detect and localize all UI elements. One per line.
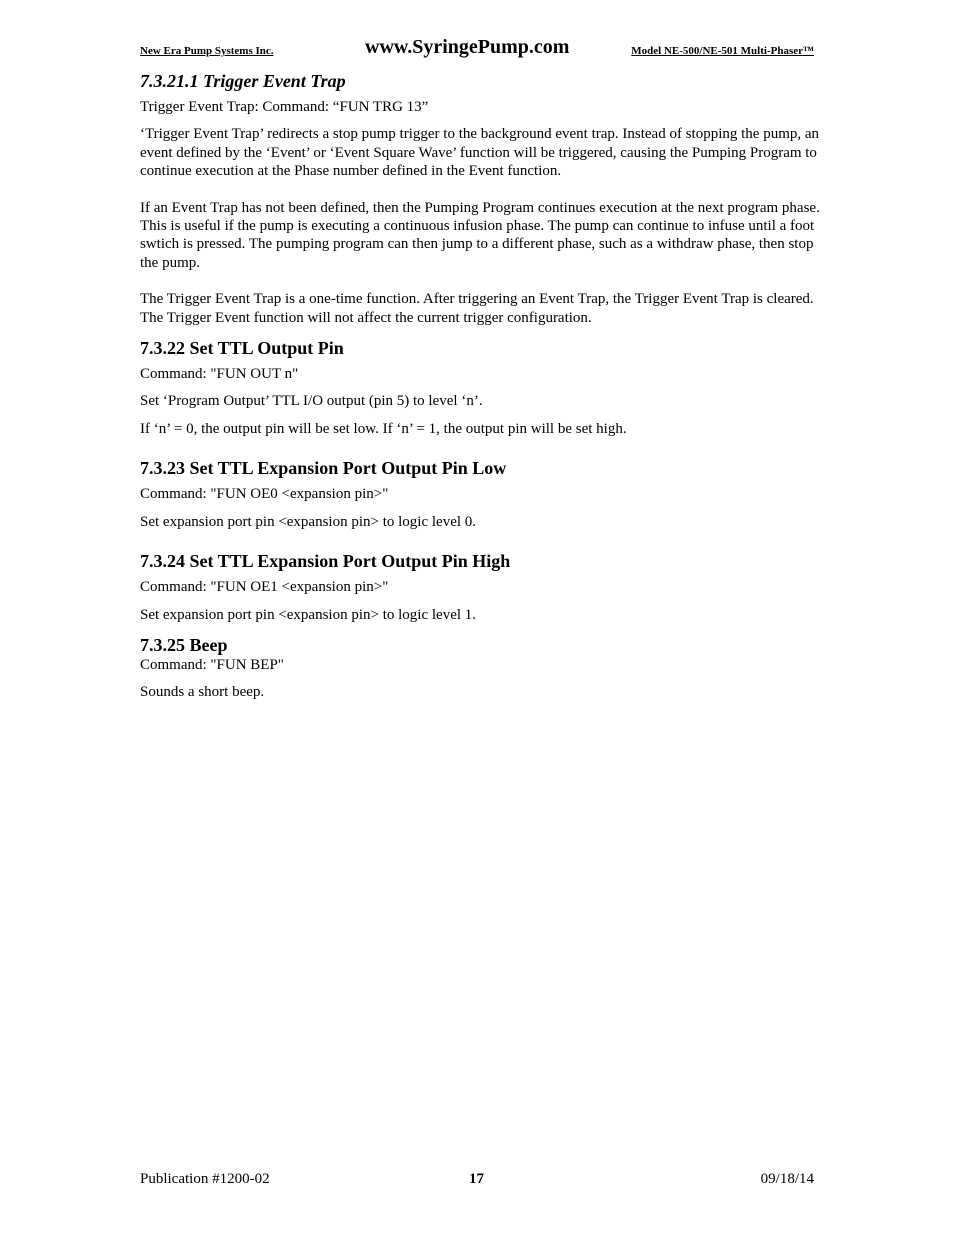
section-heading: 7.3.23 Set TTL Expansion Port Output Pin Low [140, 458, 507, 479]
page-header [140, 36, 814, 60]
paragraph: The Trigger Event Trap is a one-time function. After triggering an Event Trap, the Trigger Event Trap is cleared. The Trigger Event function will not affect the current trigger configuration. [140, 291, 814, 326]
paragraph: If ‘n’ = 0, the output pin will be set low. If ‘n’ = 1, the output pin will be set high. [140, 420, 627, 437]
paragraph: If an Event Trap has not been defined, then the Pumping Program continues execution at the next program phase. This is useful if the pump is executing a continuous infusion phase. The pump can continue to infuse until a foot swtich is pressed. The pumping program can then jump to a different phase, such as a withdraw phase, then stop the pump. [140, 199, 820, 271]
footer-date: 09/18/14 [760, 1171, 814, 1187]
section-expansion-pin-high [140, 550, 834, 624]
footer-publication: Publication #1200-02 [140, 1171, 270, 1187]
section-beep [140, 634, 834, 702]
footer-page-number: 17 [469, 1171, 484, 1187]
section-set-ttl-output-pin [140, 337, 834, 438]
header-website: www.SyringePump.com [365, 36, 570, 58]
section-expansion-pin-low [140, 457, 834, 531]
paragraph: ‘Trigger Event Trap’ redirects a stop pump trigger to the background event trap. Instead of stopping the pump, an event defined by the ‘Event’ or ‘Event Square Wave’ function will be triggered, causing the Pumping Program to continue execution at the Phase number defined in the Event function. [140, 126, 820, 180]
header-company: New Era Pump Systems Inc. [140, 45, 274, 57]
header-model: Model NE-500/NE-501 Multi-Phaser™ [631, 45, 814, 57]
paragraph: Set ‘Program Output’ TTL I/O output (pin 5) to level ‘n’. [140, 393, 483, 410]
paragraph: Command: "FUN BEP" [140, 656, 284, 673]
section-heading: 7.3.25 Beep [140, 634, 228, 655]
paragraph: Command: "FUN OE0 <expansion pin>" [140, 486, 389, 503]
page-footer [140, 1171, 814, 1191]
paragraph: Command: "FUN OUT n" [140, 366, 299, 383]
section-heading: 7.3.22 Set TTL Output Pin [140, 338, 344, 359]
paragraph: Set expansion port pin <expansion pin> to logic level 1. [140, 606, 477, 623]
section-heading: 7.3.21.1 Trigger Event Trap [140, 71, 346, 91]
section-heading: 7.3.24 Set TTL Expansion Port Output Pin High [140, 551, 511, 572]
paragraph: Sounds a short beep. [140, 684, 265, 701]
section-trigger-event-trap [140, 70, 834, 327]
paragraph: Set expansion port pin <expansion pin> to logic level 0. [140, 513, 477, 530]
document-body [140, 70, 834, 702]
paragraph: Trigger Event Trap: Command: “FUN TRG 13” [140, 99, 429, 115]
paragraph: Command: "FUN OE1 <expansion pin>" [140, 579, 389, 596]
